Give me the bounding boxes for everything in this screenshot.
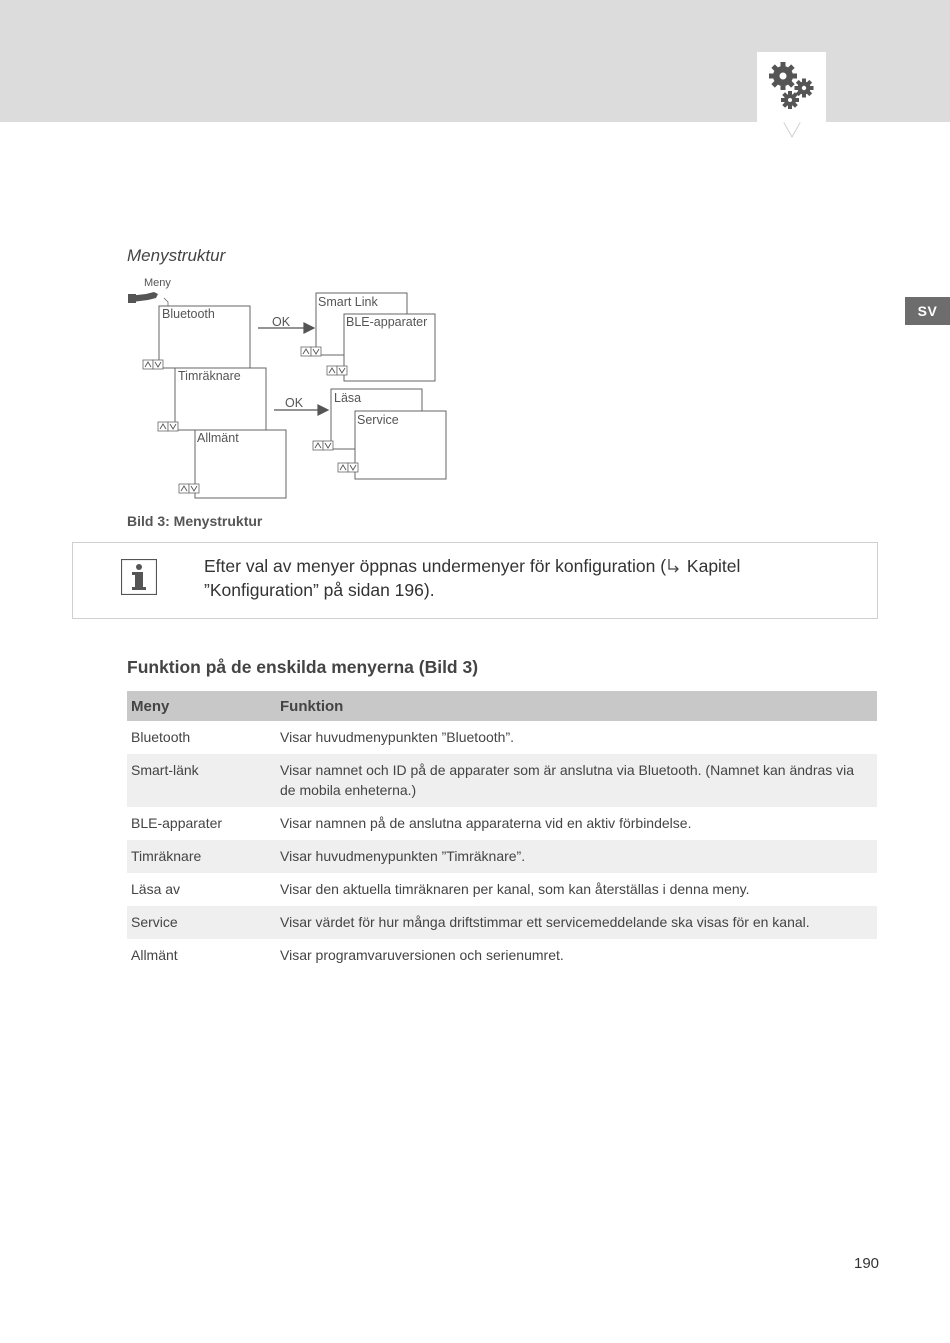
note-text-after[interactable]: Kapitel ”Konfiguration” på sidan 196).: [204, 556, 741, 600]
pointing-hand-icon: [128, 292, 158, 303]
info-note: [72, 542, 878, 619]
cell-menu: Timräknare: [127, 840, 276, 873]
cell-function: Visar den aktuella timräknaren per kanal, som kan återställas i denna meny.: [280, 881, 750, 897]
cell-function: Visar huvudmenypunkten ”Bluetooth”.: [280, 729, 514, 745]
page-number: 190: [854, 1255, 880, 1272]
info-icon: [121, 559, 157, 595]
table-row: [127, 939, 877, 972]
column-header-menu: Meny: [127, 691, 276, 721]
figure-caption: Bild 3: Menystruktur: [127, 513, 263, 529]
diagram-title: Menystruktur: [127, 246, 226, 265]
cell-function: Visar värdet för hur många driftstimmar ett servicemeddelande ska visas för en kanal.: [276, 906, 877, 939]
note-text: [204, 554, 844, 602]
label-ble-apparater: BLE-apparater: [346, 315, 428, 329]
table-row: [127, 840, 877, 873]
chapter-tab: [757, 52, 826, 122]
cell-menu: Läsa av: [131, 881, 181, 897]
label-service: Service: [357, 413, 399, 427]
cell-function: Visar namnet och ID på de apparater som är anslutna via Bluetooth. (Namnet kan ändras via de mobila enheterna.): [276, 754, 877, 807]
table-row: [127, 721, 877, 754]
table-header-row: [127, 691, 877, 721]
label-ok-1: OK: [272, 315, 291, 329]
cell-function: Visar namnen på de anslutna apparaterna vid en aktiv förbindelse.: [280, 815, 692, 831]
cross-reference-arrow-icon: [666, 558, 682, 574]
gears-icon: [765, 58, 819, 116]
label-smart-link: Smart Link: [318, 295, 378, 309]
cell-menu: Allmänt: [131, 947, 178, 963]
table-row: [127, 807, 877, 840]
cell-function: Visar programvaruversionen och serienumret.: [280, 947, 564, 963]
note-text-before: Efter val av menyer öppnas undermenyer för konfiguration (: [204, 556, 667, 576]
column-header-function: Funktion: [276, 691, 877, 721]
menu-function-table: [127, 691, 877, 972]
table-row: [127, 754, 877, 807]
cell-menu: Service: [127, 906, 276, 939]
label-lasa: Läsa: [334, 391, 362, 405]
label-ok-2: OK: [285, 396, 304, 410]
cell-menu: Smart-länk: [127, 754, 276, 807]
cell-menu: BLE-apparater: [131, 815, 223, 831]
section-heading: Funktion på de enskilda menyerna (Bild 3): [127, 657, 479, 677]
language-tab: SV: [905, 297, 950, 325]
cell-function: Visar huvudmenypunkten ”Timräknare”.: [276, 840, 877, 873]
table-row: [127, 873, 877, 906]
label-timraknare: Timräknare: [178, 369, 241, 383]
tab-pointer: [783, 121, 801, 138]
cell-menu: Bluetooth: [131, 729, 191, 745]
label-bluetooth: Bluetooth: [162, 307, 215, 321]
table-row: [127, 906, 877, 939]
label-allmant: Allmänt: [197, 431, 239, 445]
menu-structure-diagram: [124, 272, 464, 512]
label-meny: Meny: [144, 277, 171, 289]
